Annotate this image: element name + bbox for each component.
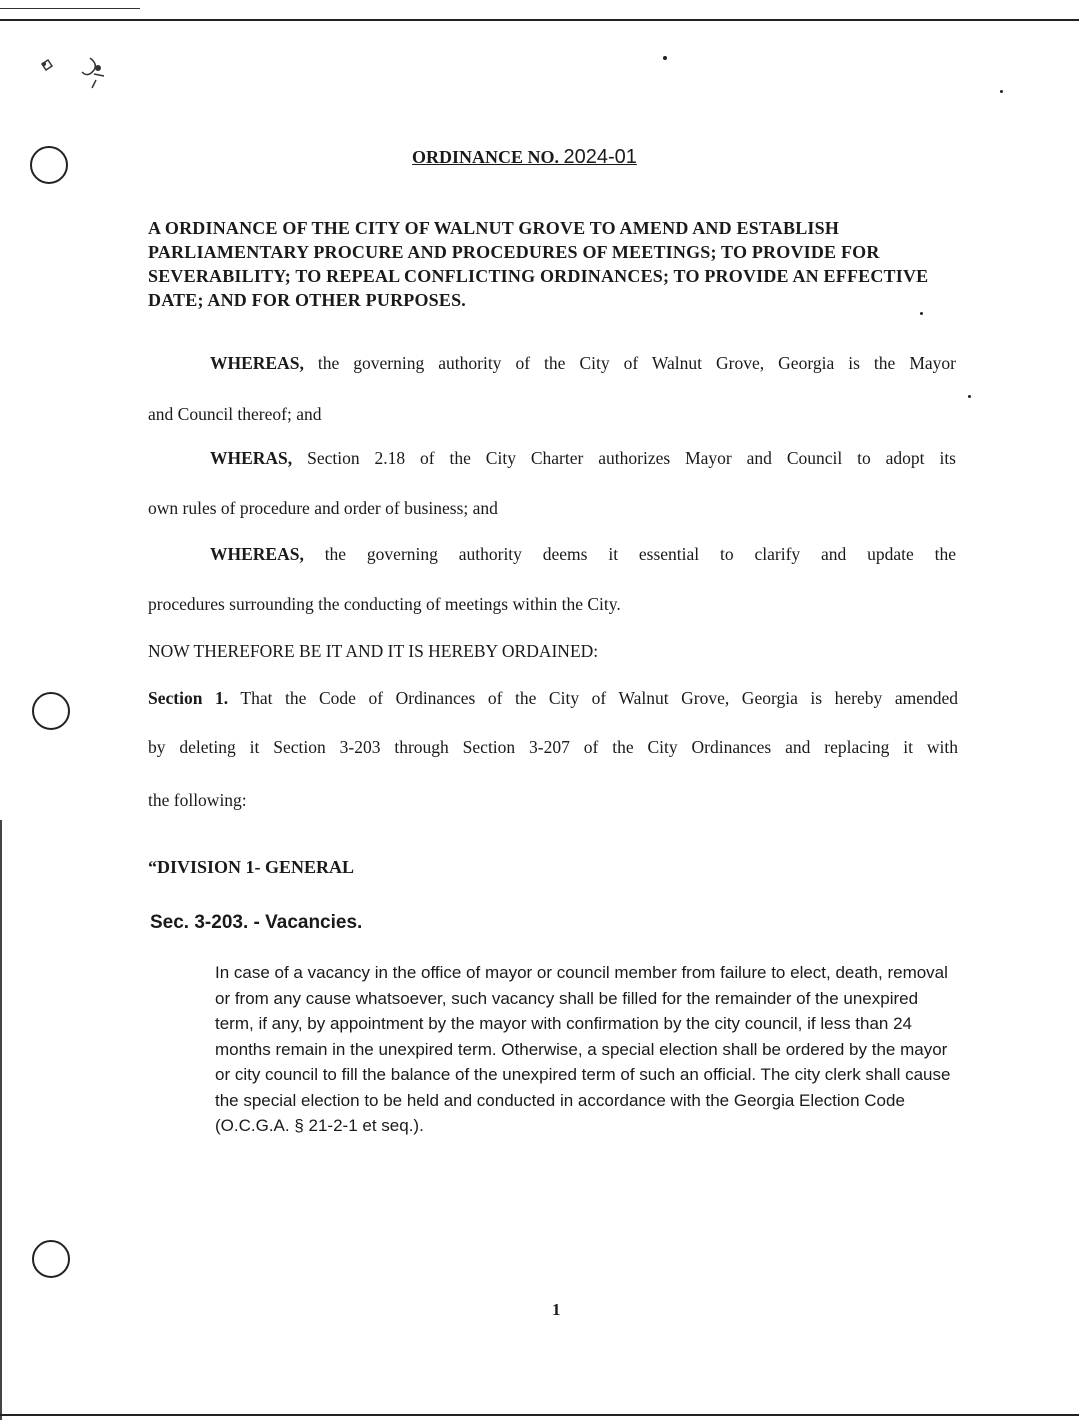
section-1-text: That the Code of Ordinances of the City of Walnut Grove, Georgia is hereby amended (228, 688, 958, 708)
punch-hole-top (30, 146, 68, 184)
scan-speck (1000, 90, 1003, 93)
section-1-line-1 (148, 688, 958, 709)
recital-1-line-2: and Council thereof; and (148, 404, 322, 424)
scan-speck (920, 312, 923, 315)
ordained-clause: NOW THEREFORE BE IT AND IT IS HEREBY ORDAINED: (148, 641, 599, 661)
ordinance-caption: A ORDINANCE OF THE CITY OF WALNUT GROVE TO AMEND AND ESTABLISH PARLIAMENTARY PROCURE AND PROCEDURES OF MEETINGS; TO PROVIDE FOR SEVERABILITY; TO REPEAL CONFLICTING ORDINANCES; TO PROVIDE AN EFFECTIVE DATE; AND FOR OTHER PURPOSES. (148, 218, 929, 310)
scan-bottom-rule (0, 1414, 1079, 1416)
recital-2-text: Section 2.18 of the City Charter authorizes Mayor and Council to adopt its (292, 448, 956, 468)
recital-1-keyword: WHEREAS, (210, 353, 304, 373)
section-1-line-3: the following: (148, 790, 247, 810)
section-1-line-2: by deleting it Section 3-203 through Section 3-207 of the City Ordinances and replacing it with (148, 737, 958, 757)
recital-1-text: the governing authority of the City of Walnut Grove, Georgia is the Mayor (303, 353, 956, 373)
division-heading: “DIVISION 1- GENERAL (148, 857, 355, 877)
scan-speck (968, 395, 971, 398)
scan-left-edge (0, 820, 2, 1420)
scan-top-rule-left (0, 8, 140, 9)
recital-3-text: the governing authority deems it essential to clarify and update the (303, 544, 956, 564)
scan-smudge-mark (36, 50, 126, 110)
recital-3-line-2: procedures surrounding the conducting of meetings within the City. (148, 594, 621, 614)
ordinance-title (412, 146, 637, 169)
punch-hole-bottom (32, 1240, 70, 1278)
section-3-203-body: In case of a vacancy in the office of mayor or council member from failure to elect, death, removal or from any cause whatsoever, such vacancy shall be filled for the remainder of the unexpired term, if any, by appointment by the mayor with confirmation by the city council, if less than 24 months remain in the unexpired term. Otherwise, a special election shall be ordered by the mayor or city council to fill the balance of the unexpired term of such an official. The city clerk shall cause the special election to be held and conducted in accordance with the Georgia Election Code (O.C.G.A. § 21-2-1 et seq.). (215, 963, 951, 1135)
punch-hole-middle (32, 692, 70, 730)
recital-3-keyword: WHEREAS, (210, 544, 304, 564)
ordinance-label: ORDINANCE NO. (412, 147, 560, 167)
recital-1-line-1 (148, 353, 956, 374)
ordinance-number: 2024-01 (563, 146, 637, 168)
page-number: 1 (552, 1300, 561, 1319)
recital-2-line-2: own rules of procedure and order of business; and (148, 498, 498, 518)
recital-2-keyword: WHERAS, (210, 448, 293, 468)
recital-3-line-1 (148, 544, 956, 565)
scan-top-rule (0, 19, 1079, 21)
section-1-label: Section 1. (148, 688, 229, 708)
recital-2-line-1 (148, 448, 956, 469)
scan-speck (663, 56, 667, 60)
section-3-203-heading: Sec. 3-203. - Vacancies. (150, 912, 363, 933)
